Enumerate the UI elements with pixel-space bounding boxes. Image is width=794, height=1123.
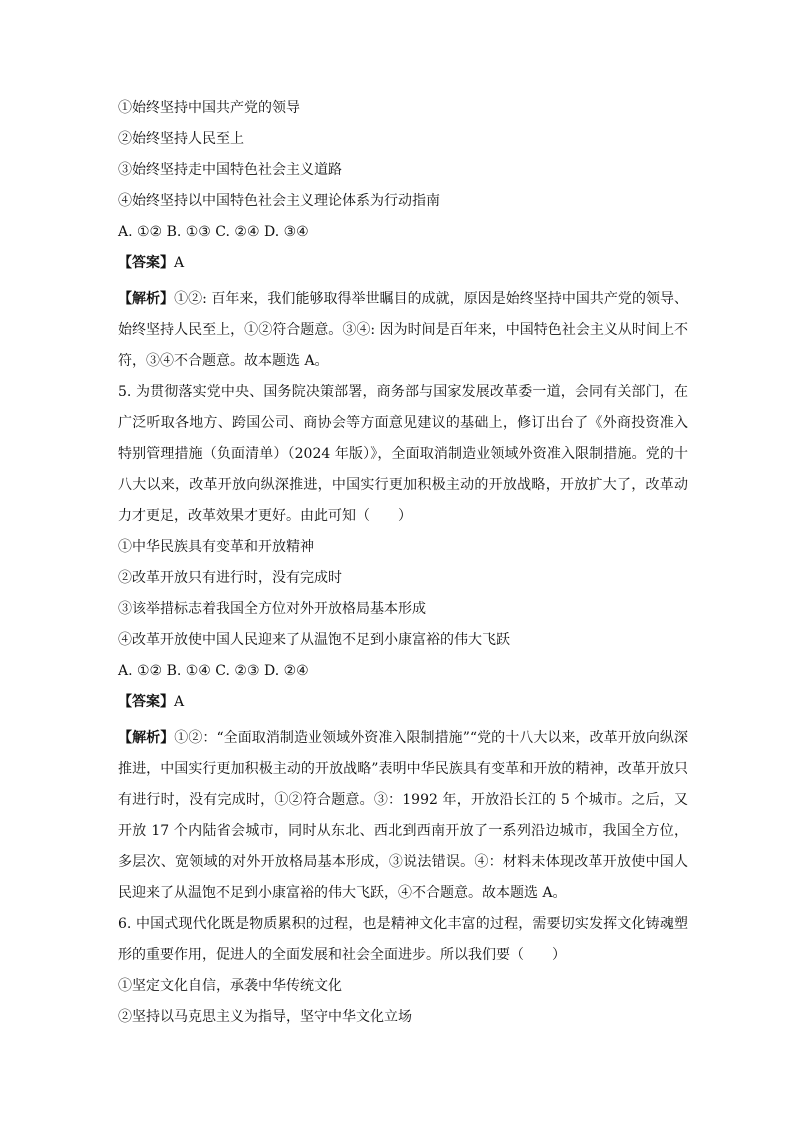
q5-option-2: ②改革开放只有进行时，没有完成时 (118, 570, 342, 586)
q6-option-2: ②坚持以马克思主义为指导，坚守中华文化立场 (118, 1009, 412, 1025)
q4-analysis-label: 【解析】 (118, 291, 175, 307)
q4-analysis-text: ①②: 百年来，我们能够取得举世瞩目的成就，原因是始终坚持中国共产党的领导、始终坚持人民至上，①②符合题意。③④: 因为时间是百年来，中国特色社会主义从时间上不符，③④不合题意。故本题选 A。 (118, 291, 689, 369)
q4-option-4: ④始终坚持以中国特色社会主义理论体系为行动指南 (118, 193, 440, 209)
q4-option-2: ②始终坚持人民至上 (118, 131, 244, 147)
document-page (118, 98, 688, 1038)
q4-option-1: ①始终坚持中国共产党的领导 (118, 100, 300, 116)
q4-answer-value: A (174, 255, 185, 271)
q4-analysis (118, 284, 688, 377)
q5-option-4: ④改革开放使中国人民迎来了从温饱不足到小康富裕的伟大飞跃 (118, 632, 510, 648)
q5-stem: 5. 为贯彻落实党中央、国务院决策部署，商务部与国家发展改革委一道，会同有关部门，在广泛听取各地方、跨国公司、商协会等方面意见建议的基础上，修订出台了《外商投资准入特别管理措施（负面清单）（2024 年版）》，全面取消制造业领域外资准入限制措施。党的十八大以来，改革开放向纵深推进，中国实行更加积极主动的开放战略，开放扩大了，改革动力才更足，改革效果才更好。由此可知（ ） (118, 384, 688, 524)
q4-choices: A. ①② B. ①③ C. ②④ D. ③④ (118, 224, 309, 240)
q5-option-1: ①中华民族具有变革和开放精神 (118, 539, 314, 555)
q5-answer-label: 【答案】 (118, 694, 174, 710)
q4-answer-label: 【答案】 (118, 255, 174, 271)
q5-choices: A. ①② B. ①④ C. ②③ D. ②④ (118, 663, 309, 679)
q5-answer (118, 692, 688, 712)
q6-option-1: ①坚定文化自信，承袭中华传统文化 (118, 978, 342, 994)
q4-option-3: ③始终坚持走中国特色社会主义道路 (118, 162, 342, 178)
q5-analysis-text: ①②：“全面取消制造业领域外资准入限制措施”“党的十八大以来，改革开放向纵深推进，中国实行更加积极主动的开放战略”表明中华民族具有变革和开放的精神，改革开放只有进行时，没有完成时，①②符合题意。③：1992 年，开放沿长江的 5 个城市。之后，又开放 17 个内陆省会城市，同时从东北、西北到西南开放了一系列沿边城市，我国全方位，多层次、宽领域的对外开放格局基本形成，③说法错误。④：材料未体现改革开放使中国人民迎来了从温饱不足到小康富裕的伟大飞跃，④不合题意。故本题选 A。 (118, 730, 688, 901)
q5-answer-value: A (174, 694, 185, 710)
q5-analysis (118, 723, 688, 909)
q5-option-3: ③该举措标志着我国全方位对外开放格局基本形成 (118, 601, 426, 617)
q4-answer (118, 253, 688, 273)
q6-stem: 6. 中国式现代化既是物质累积的过程，也是精神文化丰富的过程，需要切实发挥文化铸魂塑形的重要作用，促进人的全面发展和社会全面进步。所以我们要（ ） (118, 916, 688, 963)
q5-analysis-label: 【解析】 (118, 730, 175, 746)
